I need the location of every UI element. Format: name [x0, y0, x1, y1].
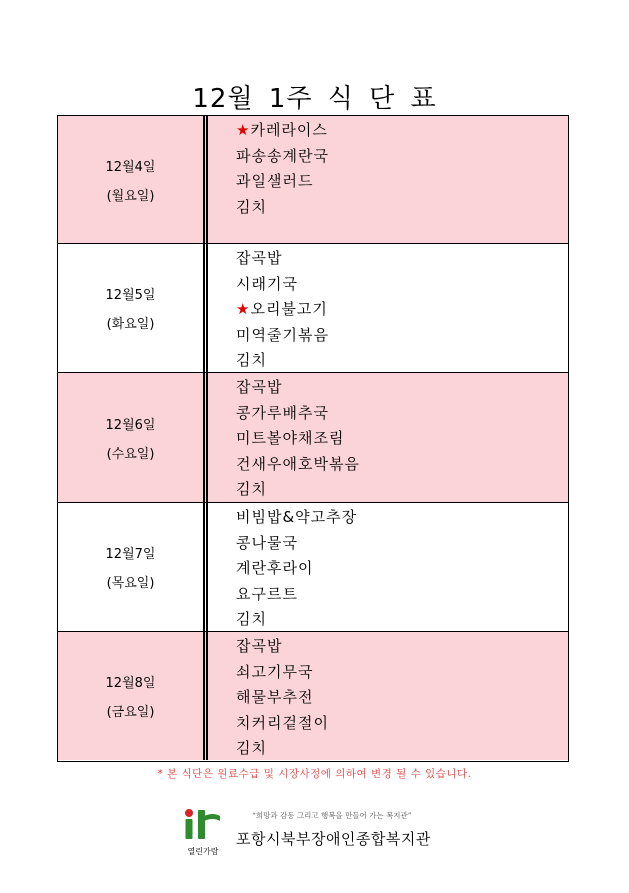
menu-day-row — [58, 373, 568, 503]
menu-items — [236, 246, 329, 374]
menu-item: 과일샐러드 — [236, 172, 314, 191]
double-divider — [203, 116, 208, 243]
ir-logo-icon — [180, 806, 224, 842]
menu-item: 김치 — [236, 351, 267, 370]
menu-item: 콩가루배추국 — [236, 403, 329, 422]
footer — [180, 800, 450, 860]
menu-item: 시래기국 — [236, 274, 298, 293]
day-date: 12월6일 — [105, 417, 156, 433]
double-divider — [203, 503, 208, 631]
menu-item: 치커리겉절이 — [236, 713, 329, 732]
day-weekday: (금요일) — [106, 705, 155, 720]
menu-item: 잡곡밥 — [236, 637, 283, 655]
double-divider — [203, 244, 208, 372]
day-date: 12월8일 — [105, 676, 156, 691]
date-cell — [58, 503, 203, 631]
menu-item: ★오리불고기 — [236, 300, 328, 319]
menu-item: 김치 — [236, 197, 267, 216]
date-cell — [58, 632, 203, 760]
menu-items — [236, 118, 329, 220]
menu-item: 요구르트 — [236, 584, 298, 603]
date-cell — [58, 116, 203, 243]
footer-motto: “희망과 감동 그리고 행복을 만들어 가는 복지관” — [252, 811, 412, 820]
menu-item: 쇠고기무국 — [236, 662, 314, 681]
menu-item: 건새우애호박볶음 — [236, 454, 360, 473]
menu-table — [57, 115, 569, 762]
menu-day-row — [58, 244, 568, 373]
star-icon: ★ — [236, 300, 251, 319]
double-divider — [203, 632, 208, 760]
menu-items — [236, 634, 329, 762]
date-cell — [58, 373, 203, 502]
menu-items — [236, 505, 357, 633]
day-weekday: (월요일) — [106, 188, 155, 204]
menu-item: 비빔밥&약고추장 — [236, 508, 358, 526]
menu-item: 김치 — [236, 480, 267, 499]
menu-item: 파송송계란국 — [236, 146, 329, 165]
menu-item: 해물부추전 — [236, 688, 314, 707]
day-weekday: (수요일) — [106, 446, 155, 462]
double-divider — [203, 373, 208, 502]
menu-item: 잡곡밥 — [236, 249, 283, 267]
organization-name: 포항시북부장애인종합복지관 — [236, 830, 431, 848]
day-date: 12월4일 — [105, 159, 156, 175]
day-weekday: (화요일) — [106, 317, 155, 332]
date-cell — [58, 244, 203, 372]
menu-day-row — [58, 632, 568, 760]
day-date: 12월7일 — [105, 547, 156, 562]
star-icon: ★ — [236, 121, 251, 139]
menu-item: 김치 — [236, 739, 267, 758]
menu-item: ★카레라이스 — [236, 121, 328, 139]
day-weekday: (목요일) — [106, 576, 155, 591]
menu-change-notice: * 본 식단은 원료수급 및 시장사정에 의하여 변경 될 수 있습니다. — [157, 768, 472, 780]
organization-logo — [180, 806, 224, 856]
menu-item: 콩나물국 — [236, 533, 298, 552]
menu-day-row — [58, 503, 568, 632]
menu-item: 김치 — [236, 610, 267, 629]
menu-item: 미역줄기볶음 — [236, 325, 329, 344]
menu-day-row — [58, 116, 568, 244]
day-date: 12월5일 — [105, 288, 156, 303]
menu-items — [236, 375, 360, 503]
page-title: 12월 1주 식 단 표 — [192, 84, 437, 114]
menu-item: 잡곡밥 — [236, 378, 283, 396]
logo-caption: 열린가람 — [187, 847, 219, 856]
menu-item: 계란후라이 — [236, 559, 314, 578]
menu-item: 미트볼야채조림 — [236, 429, 345, 448]
